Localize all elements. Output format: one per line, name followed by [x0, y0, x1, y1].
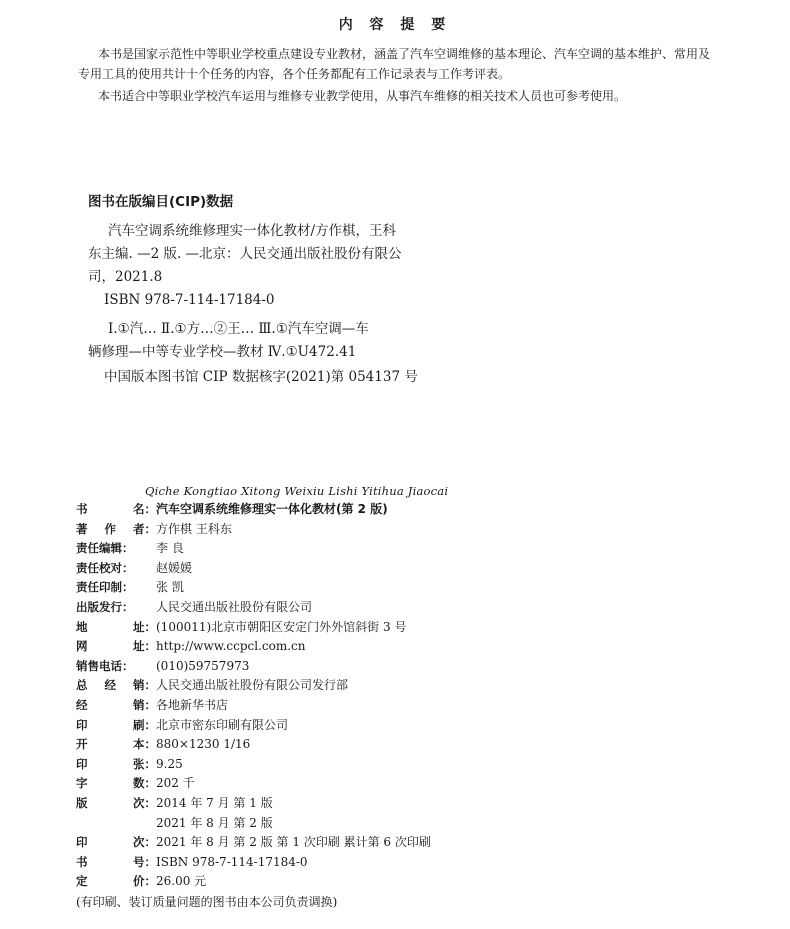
colophon-label: [76, 833, 156, 853]
colophon-label: [76, 716, 156, 736]
colophon-label-part: 名：: [133, 502, 156, 516]
colophon-label-part: 责任校对：: [76, 560, 134, 575]
colophon-label: [76, 637, 156, 657]
summary-paragraph-1-line-1: 本书是国家示范性中等职业学校重点建设专业教材，涵盖了汽车空调维修的基本理论、汽车空调的基本维护、常用及: [98, 47, 711, 61]
colophon-label: [76, 618, 156, 638]
colophon-row: [76, 833, 496, 853]
colophon-value: http://www.ccpcl.com.cn: [156, 639, 306, 654]
colophon-row: [76, 774, 496, 794]
colophon-row: [76, 559, 496, 579]
colophon-label-part: 书: [76, 854, 88, 869]
colophon-label: [76, 520, 156, 540]
colophon-value: 赵媛媛: [156, 560, 193, 575]
colophon-label-part: 次：: [133, 835, 156, 850]
colophon-row: [76, 696, 496, 716]
colophon-label-part: 次：: [133, 795, 156, 810]
colophon-value: 人民交通出版社股份有限公司: [156, 599, 313, 614]
colophon-label: [76, 578, 156, 598]
colophon-label-part: 数：: [133, 776, 156, 791]
colophon-row: [76, 618, 496, 638]
colophon-value: 880×1230 1/16: [156, 737, 251, 752]
colophon-footnote: (有印刷、装订质量问题的图书由本公司负责调换): [76, 895, 338, 909]
colophon-value: 2014 年 7 月 第 1 版: [156, 795, 273, 810]
colophon-row: [76, 500, 496, 520]
colophon-value: 张 凯: [156, 580, 184, 595]
colophon-label-part: 总: [76, 678, 88, 693]
colophon-label: [76, 872, 156, 892]
colophon-label-part: 者：: [133, 521, 156, 536]
colophon-value: 9.25: [156, 756, 183, 771]
colophon-label: [76, 794, 156, 814]
cip-subject-line-2: 辆修理—中等专业学校—教材 Ⅳ.①U472.41: [88, 344, 357, 360]
colophon-value: 2021 年 8 月 第 2 版: [156, 815, 273, 830]
colophon-label-part: 销：: [133, 678, 156, 693]
colophon-value: 汽车空调系统维修理实一体化教材(第 2 版): [156, 502, 388, 516]
colophon-label-part: 经: [76, 697, 88, 712]
cip-entry-line-2: 东主编. —2 版. —北京：人民交通出版社股份有限公: [88, 246, 402, 262]
cip-subject-line-1: Ⅰ.①汽… Ⅱ.①方…②王… Ⅲ.①汽车空调—车: [108, 321, 369, 337]
colophon-row: [76, 716, 496, 736]
summary-paragraph-2: 本书适合中等职业学校汽车运用与维修专业教学使用，从事汽车维修的相关技术人员也可参考使用。: [98, 89, 627, 103]
colophon-value: 2021 年 8 月 第 2 版 第 1 次印刷 累计第 6 次印刷: [156, 835, 431, 850]
colophon-label: [76, 500, 156, 520]
cip-entry-line-3: 司，2021.8: [88, 269, 163, 285]
colophon-value: 各地新华书店: [156, 697, 229, 712]
colophon-label-part: 开: [76, 737, 88, 752]
colophon-label-part: 定: [76, 874, 88, 889]
colophon-row: [76, 539, 496, 559]
colophon-row: [76, 578, 496, 598]
colophon-label-part: 著: [76, 521, 88, 536]
colophon-label-part: 销：: [133, 697, 156, 712]
colophon-value: 李 良: [156, 541, 184, 556]
colophon-label-part: 出版发行：: [76, 599, 134, 614]
colophon-label: [76, 559, 156, 579]
colophon-row: [76, 872, 496, 892]
colophon-list: [76, 500, 496, 892]
colophon-label-part: 印: [76, 756, 88, 771]
colophon-label-part: 印: [76, 835, 88, 850]
colophon-label-part: 刷：: [133, 717, 156, 732]
colophon-value: 26.00 元: [156, 874, 207, 889]
colophon-value: 方作棋 王科东: [156, 521, 232, 536]
colophon-label: [76, 676, 156, 696]
colophon-label-part: 经: [104, 678, 116, 693]
colophon-label-part: 版: [76, 795, 88, 810]
cip-heading: 图书在版编目(CIP)数据: [88, 194, 234, 210]
colophon-label-part: 书: [76, 502, 88, 516]
colophon-row: [76, 637, 496, 657]
colophon-row: [76, 814, 496, 834]
colophon-label: [76, 657, 156, 677]
cip-entry-line-1: 汽车空调系统维修理实一体化教材/方作棋，王科: [108, 223, 397, 239]
colophon-label-part: 张：: [133, 756, 156, 771]
colophon-label-part: 作: [104, 521, 116, 536]
colophon-label-part: 印: [76, 717, 88, 732]
colophon-row: [76, 794, 496, 814]
colophon-row: [76, 598, 496, 618]
colophon-row: [76, 676, 496, 696]
colophon-label-part: 址：: [133, 619, 156, 634]
pinyin-title: Qiche Kongtiao Xitong Weixiu Lishi Yitihua Jiaocai: [145, 484, 449, 498]
colophon-value: ISBN 978-7-114-17184-0: [156, 854, 308, 869]
colophon-row: [76, 657, 496, 677]
colophon-label-part: 号：: [133, 854, 156, 869]
colophon-value: 北京市密东印刷有限公司: [156, 717, 289, 732]
colophon-label: [76, 696, 156, 716]
colophon-label: [76, 735, 156, 755]
colophon-row: [76, 520, 496, 540]
colophon-label-part: 价：: [133, 874, 156, 889]
colophon-label-part: 销售电话：: [76, 658, 134, 673]
colophon-label: [76, 774, 156, 794]
colophon-row: [76, 735, 496, 755]
colophon-label: [76, 539, 156, 559]
colophon-value: 202 千: [156, 776, 195, 791]
colophon-label-part: 字: [76, 776, 88, 791]
summary-title: 内 容 提 要: [338, 17, 452, 33]
colophon-label: [76, 755, 156, 775]
colophon-label-part: 责任编辑：: [76, 541, 134, 556]
colophon-label-part: 地: [76, 619, 88, 634]
cip-record-number: 中国版本图书馆 CIP 数据核字(2021)第 054137 号: [104, 369, 418, 385]
colophon-value: (010)59757973: [156, 658, 250, 673]
colophon-value: 人民交通出版社股份有限公司发行部: [156, 678, 349, 693]
summary-paragraph-1-line-2: 专用工具的使用共计十个任务的内容，各个任务都配有工作记录表与工作考评表。: [78, 67, 511, 81]
colophon-row: [76, 755, 496, 775]
colophon-row: [76, 853, 496, 873]
colophon-label: [76, 598, 156, 618]
colophon-label-part: 责任印制：: [76, 580, 134, 595]
cip-isbn: ISBN 978-7-114-17184-0: [104, 292, 275, 308]
colophon-label-part: 本：: [133, 737, 156, 752]
colophon-label-part: 址：: [133, 639, 156, 654]
colophon-value: (100011)北京市朝阳区安定门外外馆斜街 3 号: [156, 619, 407, 634]
colophon-label-part: 网: [76, 639, 88, 654]
colophon-label: [76, 853, 156, 873]
